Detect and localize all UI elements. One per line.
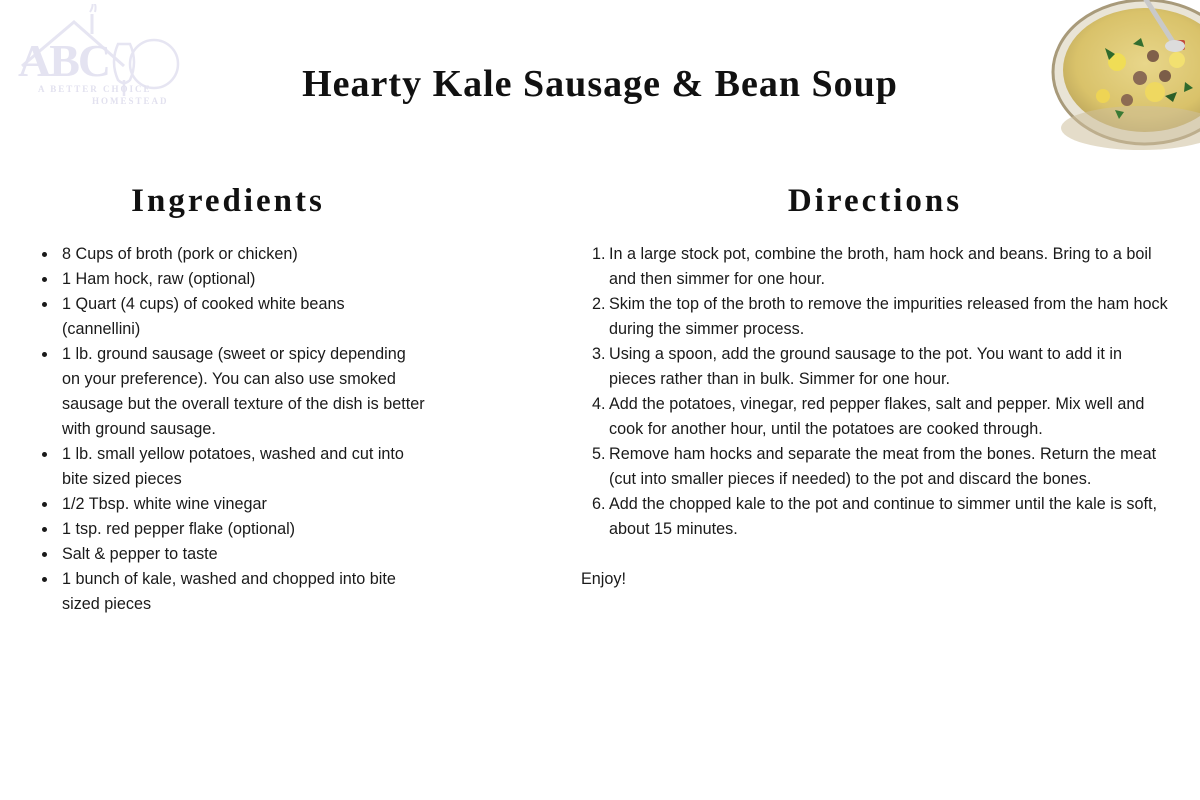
step-number: 6. [592, 495, 606, 513]
closing-text: Enjoy! [581, 570, 626, 588]
logo-tagline-2: HOMESTEAD [92, 96, 169, 106]
ingredient-item: 1 Ham hock, raw (optional) [62, 267, 427, 292]
directions-list [592, 242, 1169, 542]
logo-tagline-1: A BETTER CHOICE [38, 84, 152, 94]
step-text: Add the chopped kale to the pot and continue to simmer until the kale is soft, about 15 minutes. [609, 495, 1158, 538]
step-text: Add the potatoes, vinegar, red pepper flakes, salt and pepper. Mix well and cook for another hour, until the potatoes are cooked through. [609, 395, 1145, 438]
direction-step [592, 392, 1169, 442]
ingredient-item: 1 tsp. red pepper flake (optional) [62, 517, 427, 542]
step-number: 5. [592, 445, 606, 463]
step-number: 2. [592, 295, 606, 313]
step-number: 3. [592, 345, 606, 363]
soup-bowl-icon [1045, 0, 1200, 160]
ingredients-list [62, 242, 427, 617]
step-text: Skim the top of the broth to remove the impurities released from the ham hock during the simmer process. [609, 295, 1168, 338]
ingredient-item: 1/2 Tbsp. white wine vinegar [62, 492, 427, 517]
ingredient-item: 1 lb. small yellow potatoes, washed and cut into bite sized pieces [62, 442, 427, 492]
step-text: Remove ham hocks and separate the meat from the bones. Return the meat (cut into smaller pieces if needed) to the pot and discard the bones. [609, 445, 1157, 488]
directions-heading: Directions [787, 183, 963, 219]
direction-step [592, 342, 1169, 392]
step-text: In a large stock pot, combine the broth, ham hock and beans. Bring to a boil and then simmer for one hour. [609, 245, 1152, 288]
ingredient-item: 1 Quart (4 cups) of cooked white beans (cannellini) [62, 292, 427, 342]
direction-step [592, 292, 1169, 342]
direction-step [592, 442, 1169, 492]
direction-step [592, 492, 1169, 542]
ingredient-item: 1 bunch of kale, washed and chopped into bite sized pieces [62, 567, 427, 617]
soup-bowl-image [1045, 0, 1200, 160]
ingredient-item: 8 Cups of broth (pork or chicken) [62, 242, 427, 267]
step-text: Using a spoon, add the ground sausage to the pot. You want to add it in pieces rather than in bulk. Simmer for one hour. [609, 345, 1122, 388]
ingredient-item: 1 lb. ground sausage (sweet or spicy depending on your preference). You can also use smoked sausage but the overall texture of the dish is better with ground sausage. [62, 342, 427, 442]
direction-step [592, 242, 1169, 292]
recipe-title: Hearty Kale Sausage & Bean Soup [302, 63, 898, 105]
step-number: 4. [592, 395, 606, 413]
logo-wordmark: ABC [18, 35, 110, 86]
step-number: 1. [592, 245, 606, 263]
ingredient-item: Salt & pepper to taste [62, 542, 427, 567]
ingredients-heading: Ingredients [131, 183, 325, 219]
